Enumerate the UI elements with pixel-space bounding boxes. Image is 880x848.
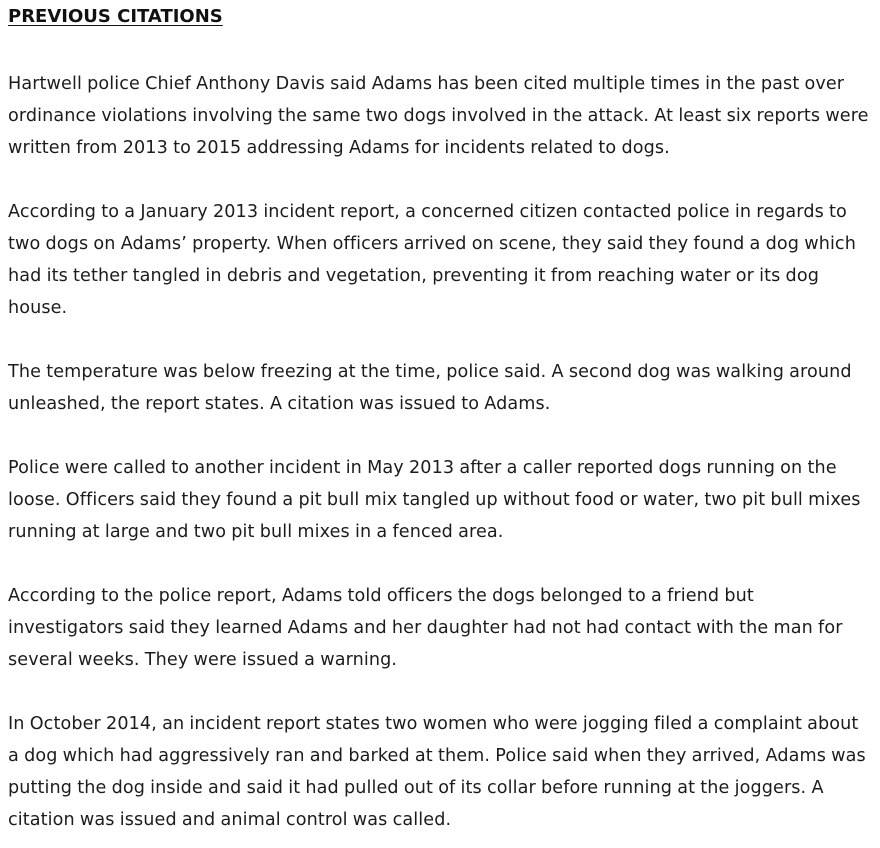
paragraph-4: Police were called to another incident in May 2013 after a caller reported dogs running on the loose. Officers said they found a pit bull mix tangled up without food or water, two pit bull mixes running at large and two pit bull mixes in a fenced area. bbox=[8, 458, 861, 542]
paragraph-1: Hartwell police Chief Anthony Davis said Adams has been cited multiple times in the past over ordinance violations involving the same two dogs involved in the attack. At least six reports were written from 2013 to 2015 addressing Adams for incidents related to dogs. bbox=[8, 74, 869, 158]
paragraph-5: According to the police report, Adams told officers the dogs belonged to a friend but investigators said they learned Adams and her daughter had not had contact with the man for several weeks. They were issued a warning. bbox=[8, 586, 843, 670]
section-heading: PREVIOUS CITATIONS bbox=[8, 6, 223, 27]
paragraph-2: According to a January 2013 incident report, a concerned citizen contacted police in regards to two dogs on Adams’ property. When officers arrived on scene, they said they found a dog which had its tether tangled in debris and vegetation, preventing it from reaching water or its dog house. bbox=[8, 202, 856, 318]
paragraph-6: In October 2014, an incident report states two women who were jogging filed a complaint about a dog which had aggressively ran and barked at them. Police said when they arrived, Adams was putting the dog inside and said it had pulled out of its collar before running at the joggers. A citation was issued and animal control was called. bbox=[8, 714, 866, 830]
paragraph-3: The temperature was below freezing at the time, police said. A second dog was walking around unleashed, the report states. A citation was issued to Adams. bbox=[8, 362, 852, 414]
